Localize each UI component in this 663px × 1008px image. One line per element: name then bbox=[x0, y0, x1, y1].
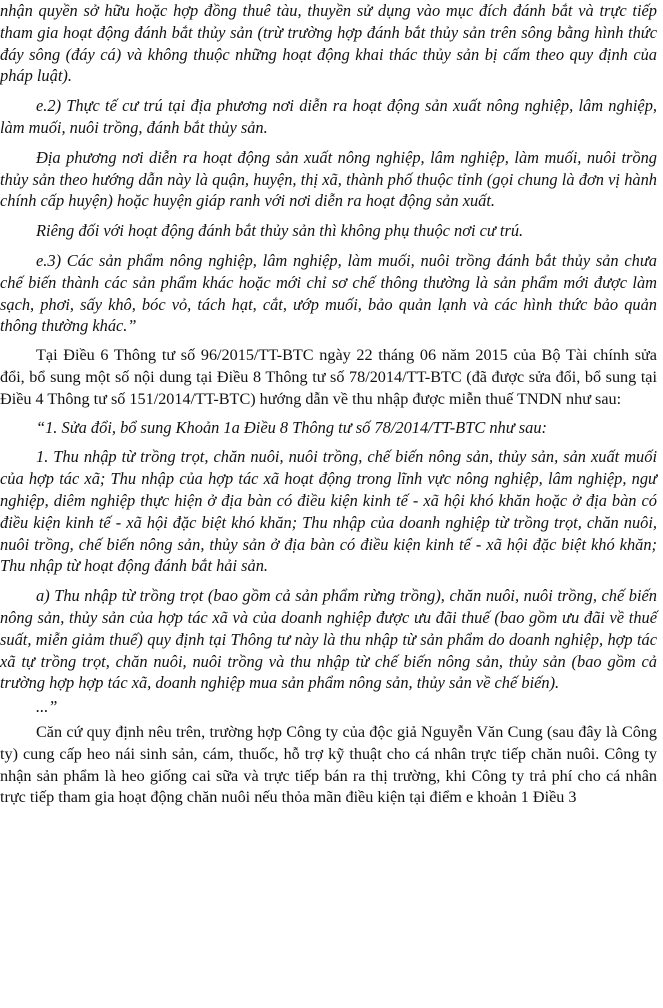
paragraph-local-area: Địa phương nơi diễn ra hoạt động sản xuất nông nghiệp, lâm nghiệp, làm muối, nuôi trồng thủy sản theo hướng dẫn này là quận, huyện, thị xã, thành phố thuộc tỉnh (gọi chung là đơn vị hành chính cấp huyện) hoặc huyện giáp ranh với nơi diễn ra hoạt động sản xuất. bbox=[0, 147, 657, 211]
paragraph-1: nhận quyền sở hữu hoặc hợp đồng thuê tàu, thuyền sử dụng vào mục đích đánh bắt và trực tiếp tham gia hoạt động đánh bắt thủy sản (trừ trường hợp đánh bắt thủy sản trên sông bằng hình thức đáy sông (đáy cá) và không thuộc những hoạt động khai thác thủy sản bị cấm theo quy định của pháp luật). bbox=[0, 1, 657, 86]
paragraph-e3: e.3) Các sản phẩm nông nghiệp, lâm nghiệp, làm muối, nuôi trồng đánh bắt thủy sản chưa chế biến thành các sản phẩm khác hoặc mới chỉ sơ chế thông thường là sản phẩm mới được làm sạch, phơi, sấy khô, bóc vỏ, tách hạt, cắt, ướp muối, bảo quản lạnh và các hình thức bảo quản thông thường khác.” bbox=[0, 250, 657, 336]
paragraph-income-a: a) Thu nhập từ trồng trọt (bao gồm cả sản phẩm rừng trồng), chăn nuôi, nuôi trồng, chế biến nông sản, thủy sản của hợp tác xã và của doanh nghiệp được ưu đãi thuế (bao gồm ưu đãi về thuế suất, miễn giảm thuế) quy định tại Thông tư này là thu nhập từ sản phẩm do doanh nghiệp, hợp tác xã tự trồng trọt, chăn nuôi, nuôi trồng và thu nhập từ chế biến nông sản, thủy sản (bao gồm cả trường hợp hợp tác xã, doanh nghiệp mua sản phẩm nông sản, thủy sản về chế biến). bbox=[0, 586, 657, 693]
paragraph-e2: e.2) Thực tế cư trú tại địa phương nơi diễn ra hoạt động sản xuất nông nghiệp, lâm nghiệp, làm muối, nuôi trồng, đánh bắt thủy sản. bbox=[0, 96, 657, 137]
paragraph-amend-1a: “1. Sửa đổi, bổ sung Khoản 1a Điều 8 Thông tư số 78/2014/TT-BTC như sau: bbox=[36, 417, 547, 437]
paragraph-circular-96: Tại Điều 6 Thông tư số 96/2015/TT-BTC ngày 22 tháng 06 năm 2015 của Bộ Tài chính sửa đổi, bổ sung một số nội dung tại Điều 8 Thông tư số 78/2014/TT-BTC (đã được sửa đổi, bổ sung tại Điều 4 Thông tư số 151/2014/TT-BTC) hướng dẫn về thu nhập được miễn thuế TNDN như sau: bbox=[0, 346, 657, 408]
paragraph-conclusion: Căn cứ quy định nêu trên, trường hợp Công ty của độc giả Nguyễn Văn Cung (sau đây là Công ty) cung cấp heo nái sinh sản, cám, thuốc, hỗ trợ kỹ thuật cho cá nhân trực tiếp chăn nuôi. Công ty nhận sản phẩm là heo giống cai sữa và trực tiếp bán ra thị trường, khi Công ty trả phí cho cá nhân trực tiếp tham gia hoạt động chăn nuôi nếu thỏa mãn điều kiện tại điểm e khoản 1 Điều 3 bbox=[0, 722, 657, 807]
paragraph-income-1: 1. Thu nhập từ trồng trọt, chăn nuôi, nuôi trồng, chế biến nông sản, thủy sản, sản xuất muối của hợp tác xã; Thu nhập của hợp tác xã hoạt động trong lĩnh vực nông nghiệp, lâm nghiệp, ngư nghiệp, diêm nghiệp thực hiện ở địa bàn có điều kiện kinh tế - xã hội khó khăn hoặc ở địa bàn có điều kiện kinh tế - xã hội đặc biệt khó khăn; Thu nhập của doanh nghiệp từ trồng trọt, chăn nuôi, nuôi trồng, chế biến nông sản, thủy sản ở địa bàn có điều kiện kinh tế - xã hội đặc biệt khó khăn; Thu nhập từ hoạt động đánh bắt hải sản. bbox=[0, 447, 657, 576]
paragraph-ellipsis: ...” bbox=[36, 697, 58, 717]
paragraph-fishing-residence: Riêng đối với hoạt động đánh bắt thủy sản thì không phụ thuộc nơi cư trú. bbox=[36, 221, 524, 241]
